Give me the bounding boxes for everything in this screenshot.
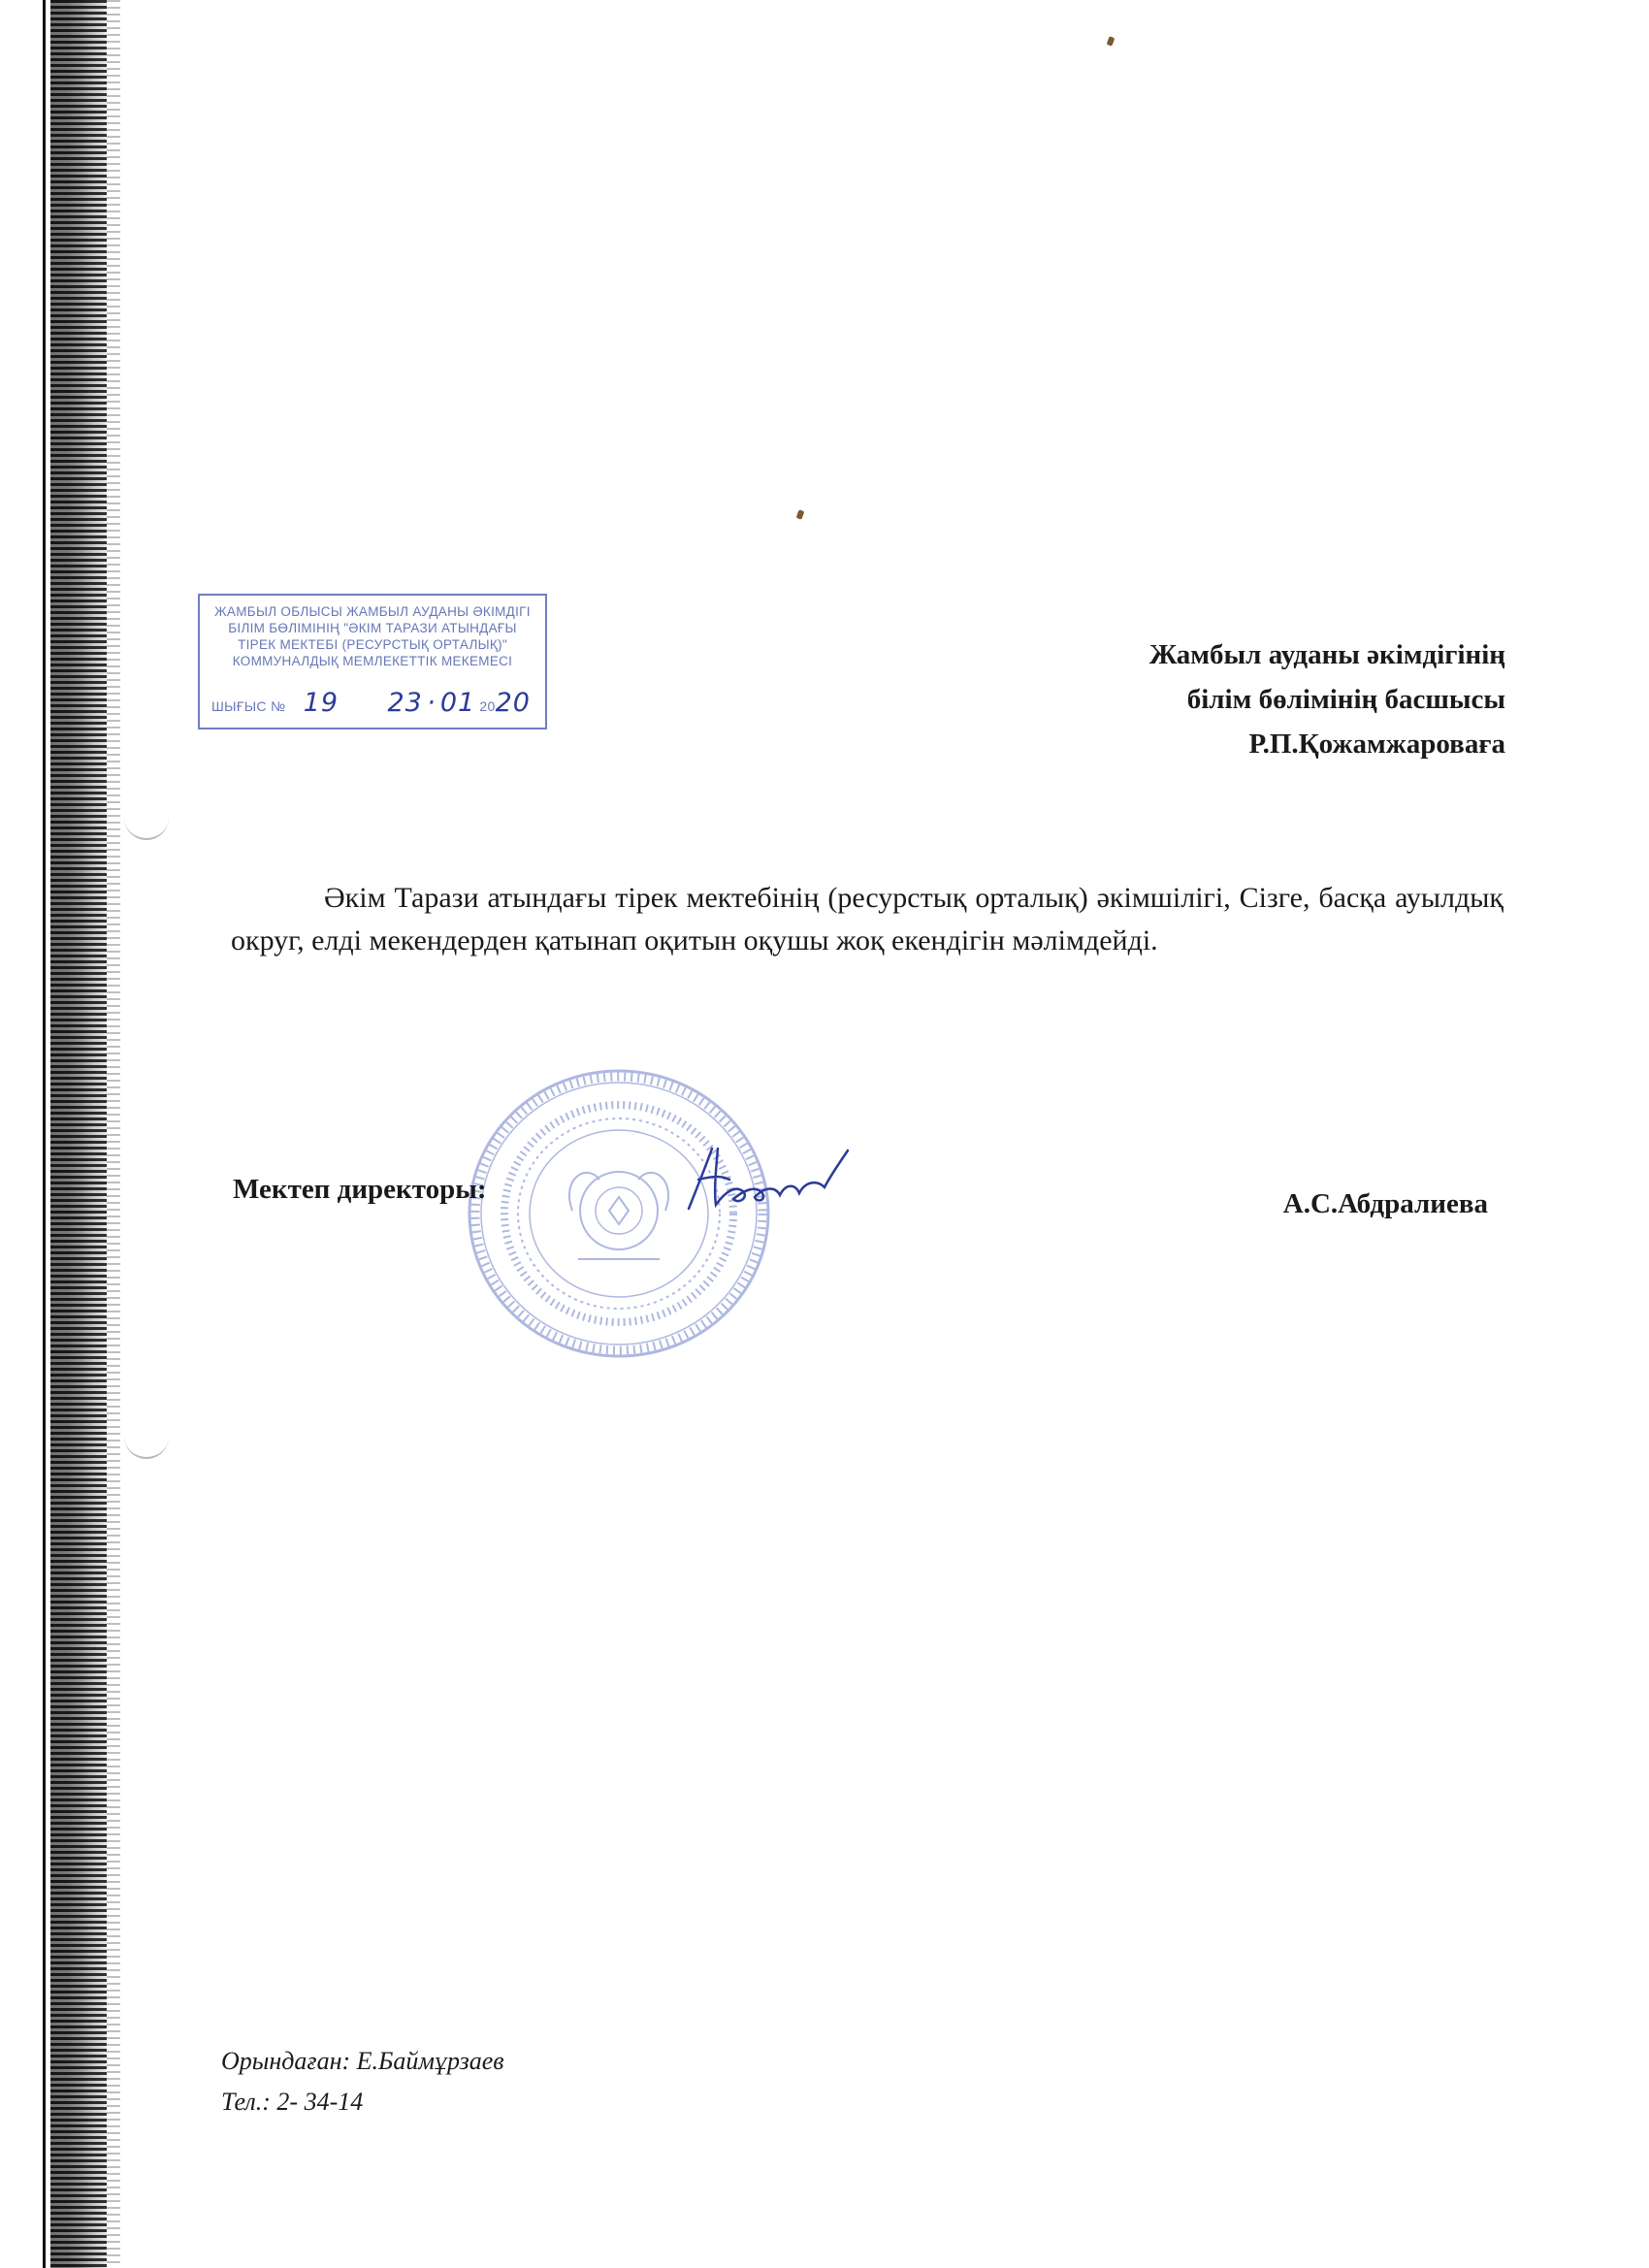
punch-hole-bottom (124, 1434, 169, 1459)
stamp-line-2: БІЛІМ БӨЛІМІНІҢ "ӘКІМ ТАРАЗИ АТЫНДАҒЫ (228, 621, 517, 635)
stamp-line-4: КОММУНАЛДЫҚ МЕМЛЕКЕТТІК МЕКЕМЕСІ (232, 654, 513, 668)
binder-strip (50, 0, 107, 2268)
scan-speck (796, 509, 805, 520)
registration-stamp (198, 594, 547, 729)
punch-hole-top (124, 815, 169, 840)
scan-speck (1107, 36, 1116, 47)
executor-phone: Тел.: 2- 34-14 (221, 2088, 364, 2116)
stamp-line-3: ТІРЕК МЕКТЕБІ (РЕСУРСТЫҚ ОРТАЛЫҚ)" (238, 637, 507, 652)
executor-name: Орындаған: Е.Баймұрзаев (221, 2047, 504, 2075)
addressee-line-2: білім бөлімінің басшысы (1186, 684, 1505, 715)
stamp-date-day: 23 (387, 688, 423, 718)
stamp-number: 19 (303, 688, 340, 718)
addressee-line-3: Р.П.Қожамжароваға (1248, 729, 1505, 760)
director-name: А.С.Абдралиева (1282, 1188, 1488, 1219)
stamp-outgoing-label: ШЫҒЫС № (211, 698, 286, 714)
stamp-line-1: ЖАМБЫЛ ОБЛЫСЫ ЖАМБЫЛ АУДАНЫ ӘКІМДІГІ (214, 604, 531, 619)
binder-strip-edge (107, 0, 120, 2268)
addressee-block (1149, 632, 1505, 766)
addressee-line-1: Жамбыл ауданы әкімдігінің (1148, 639, 1505, 670)
scan-margin-line (43, 0, 46, 2268)
stamp-date-month: 01 (439, 688, 476, 718)
stamp-number-row: ШЫҒЫС № 19 23 · 01 2020 (211, 688, 531, 718)
signature-title: Мектеп директоры: (233, 1174, 487, 1205)
letter-body-paragraph: Әкім Тарази атындағы тірек мектебінің (ресурстық орталық) әкімшілігі, Сізге, басқа ауылдық округ, елді мекендерден қатынап оқитын оқушы жоқ екендігін мәлімдейді. (231, 882, 1504, 956)
stamp-year-prefix: 20 (479, 698, 496, 714)
executor-block (221, 2041, 504, 2122)
handwritten-signature (679, 1141, 854, 1218)
stamp-year-suffix: 20 (495, 688, 531, 718)
